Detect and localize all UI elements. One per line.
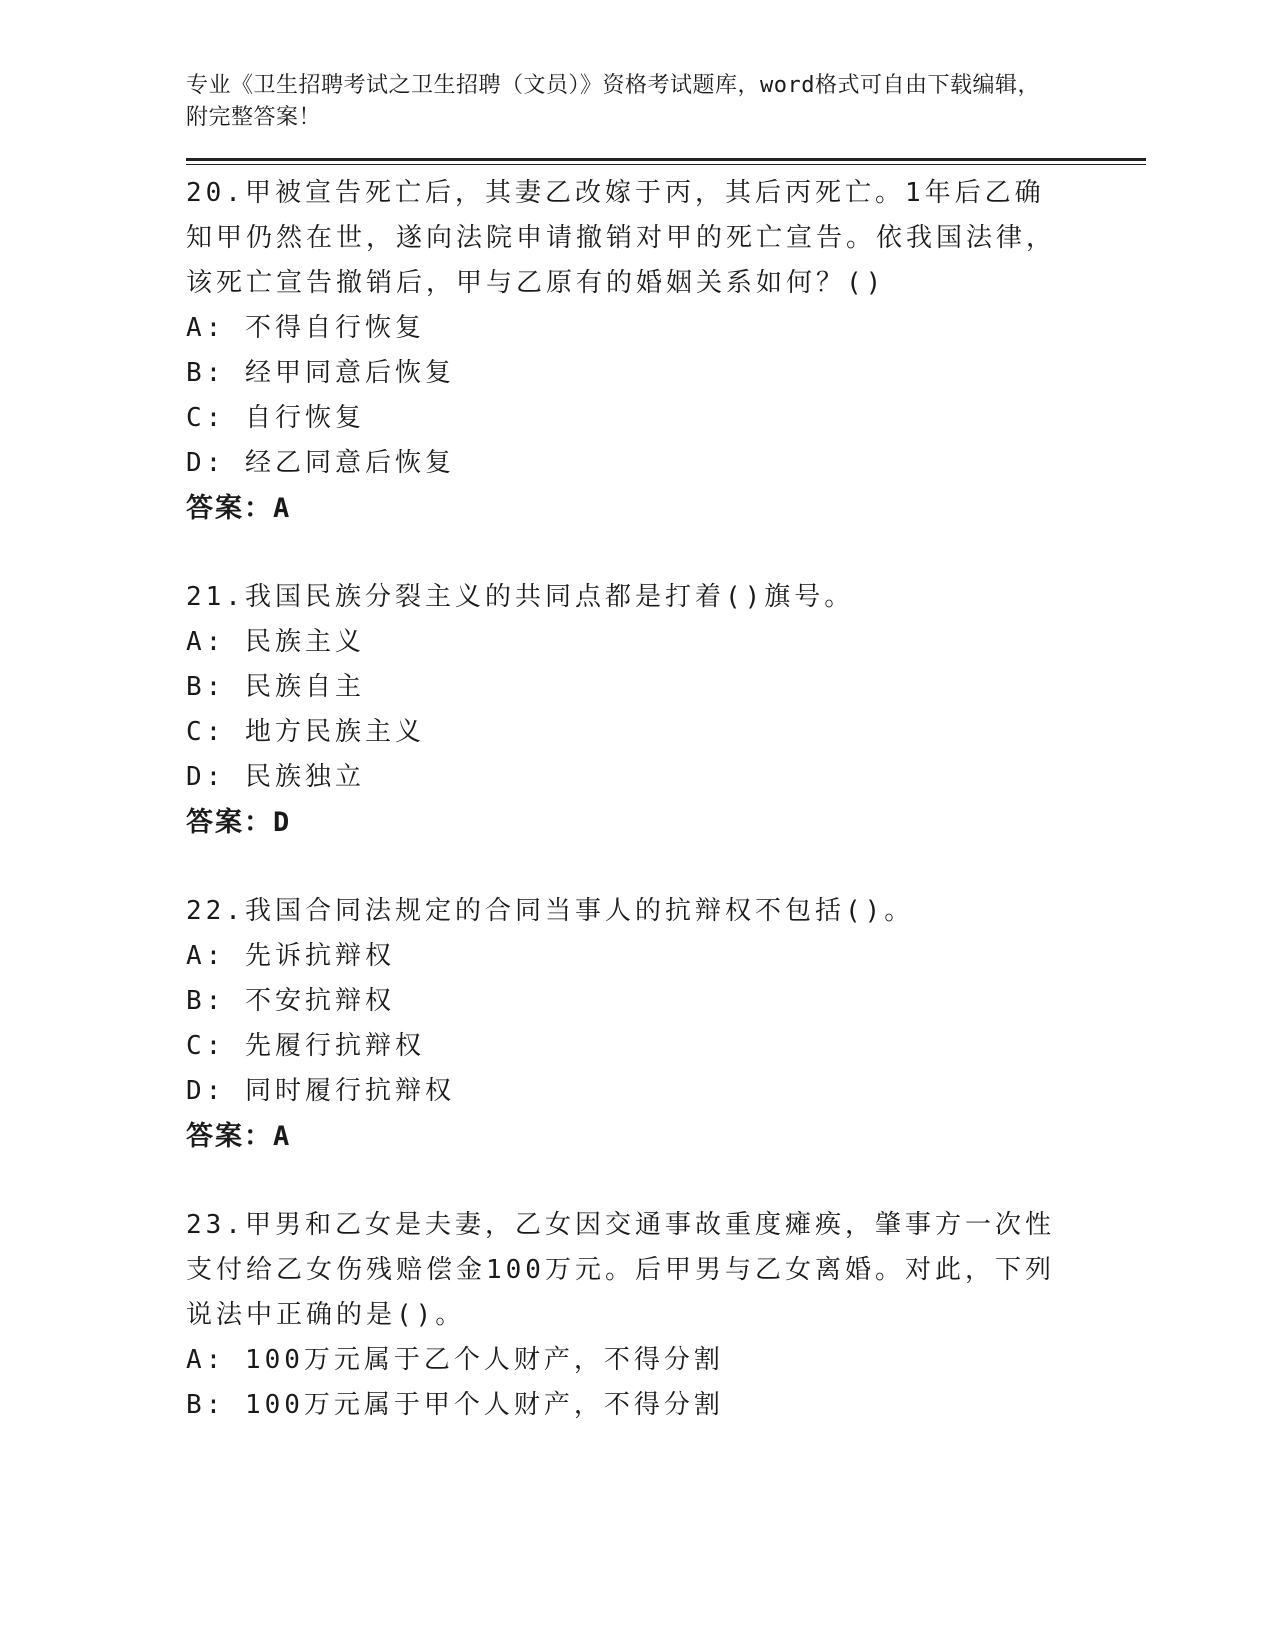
option-a: A: 先诉抗辩权 — [186, 941, 395, 971]
question-stem: 21.我国民族分裂主义的共同点都是打着()旗号。 — [186, 582, 855, 612]
header-divider — [186, 158, 1146, 165]
question-stem: 22.我国合同法规定的合同当事人的抗辩权不包括()。 — [186, 896, 915, 926]
option-b: B: 民族自主 — [186, 672, 365, 702]
option-b: B: 100万元属于甲个人财产，不得分割 — [186, 1390, 724, 1420]
question-20 — [186, 171, 1136, 531]
option-a: A: 100万元属于乙个人财产，不得分割 — [186, 1345, 724, 1375]
question-22 — [186, 889, 1136, 1159]
option-d: D: 同时履行抗辩权 — [186, 1076, 455, 1106]
answer-label: 答案：A — [186, 493, 292, 524]
option-c: C: 地方民族主义 — [186, 717, 425, 747]
document-page — [186, 70, 1136, 1472]
question-list — [186, 171, 1136, 1428]
answer-label: 答案：A — [186, 1121, 292, 1152]
option-a: A: 民族主义 — [186, 627, 365, 657]
document-header: 专业《卫生招聘考试之卫生招聘（文员）》资格考试题库，word格式可自由下载编辑，附完整答案！ — [186, 73, 1040, 130]
option-d: D: 民族独立 — [186, 762, 365, 792]
option-b: B: 不安抗辩权 — [186, 986, 395, 1016]
option-c: C: 自行恢复 — [186, 403, 365, 433]
question-stem: 23.甲男和乙女是夫妻，乙女因交通事故重度瘫痪，肇事方一次性支付给乙女伤残赔偿金100万元。后甲男与乙女离婚。对此，下列说法中正确的是()。 — [186, 1210, 1055, 1330]
answer-label: 答案：D — [186, 807, 292, 838]
option-a: A: 不得自行恢复 — [186, 313, 425, 343]
option-b: B: 经甲同意后恢复 — [186, 358, 455, 388]
question-23 — [186, 1203, 1136, 1428]
option-d: D: 经乙同意后恢复 — [186, 448, 455, 478]
question-21 — [186, 575, 1136, 845]
question-stem: 20.甲被宣告死亡后，其妻乙改嫁于丙，其后丙死亡。1年后乙确知甲仍然在世，遂向法院申请撤销对甲的死亡宣告。依我国法律，该死亡宣告撤销后，甲与乙原有的婚姻关系如何？() — [186, 178, 1057, 298]
option-c: C: 先履行抗辩权 — [186, 1031, 425, 1061]
